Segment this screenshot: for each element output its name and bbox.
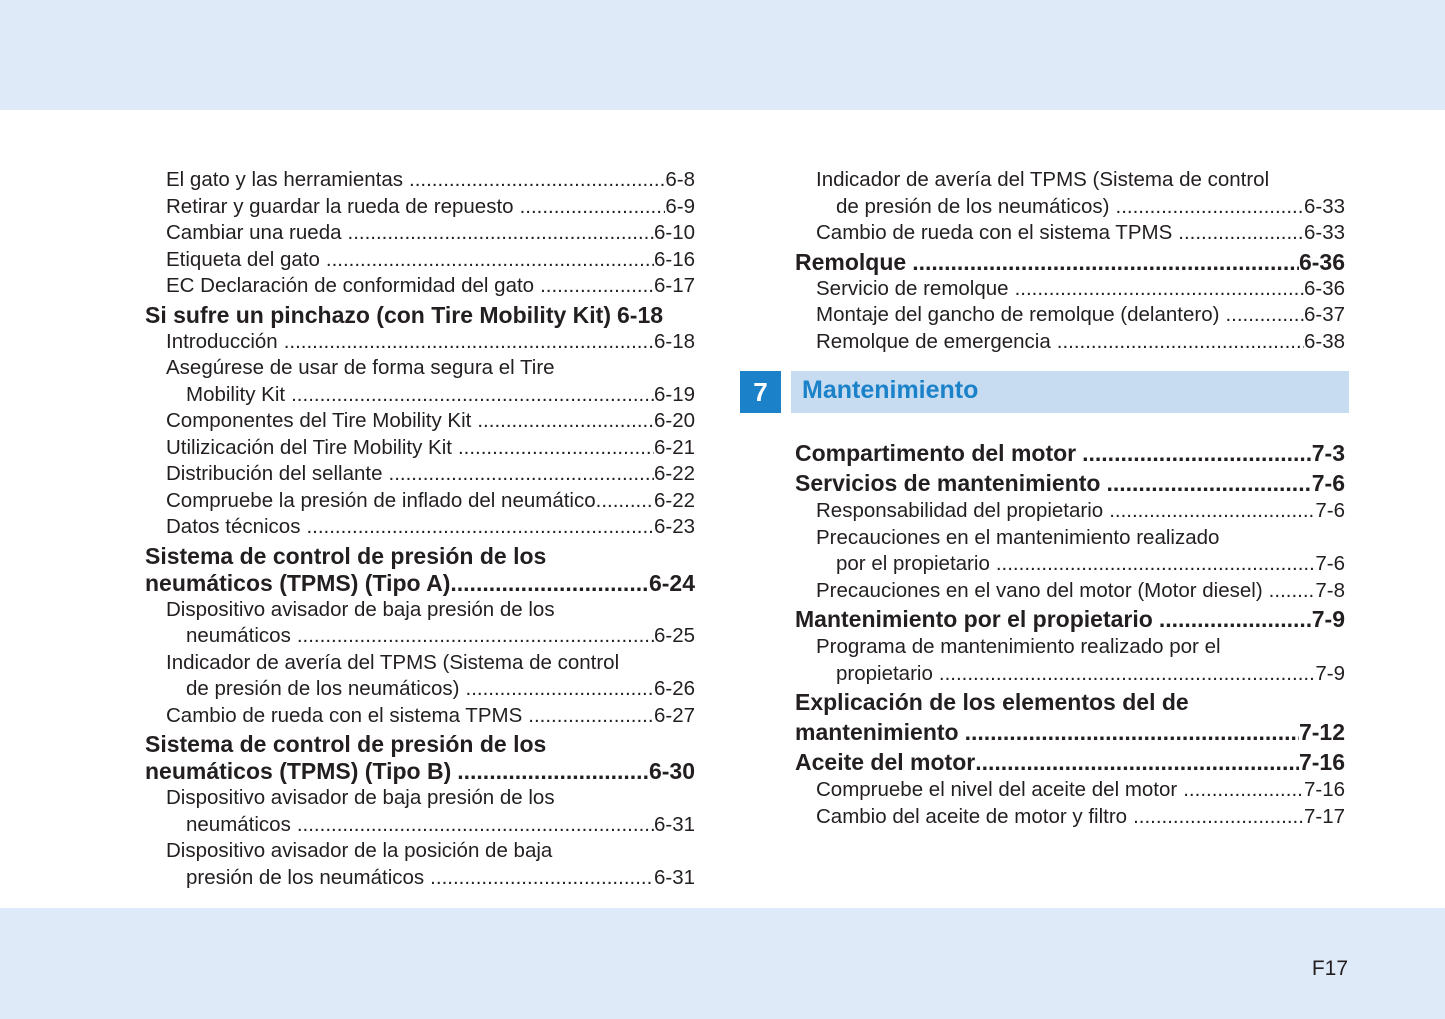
toc-entry[interactable]: Indicador de avería del TPMS (Sistema de control de presión de los neumáticos) ..... 6-33 [795, 167, 1345, 220]
toc-page-ref: 6-18 [617, 301, 664, 328]
page-number: F17 [1311, 957, 1348, 980]
toc-page-ref: 7-3 [1311, 440, 1345, 466]
toc-page-ref: 6-38 [1303, 329, 1345, 353]
toc-page-ref: 6-10 [653, 221, 695, 244]
toc-page-ref: 6-22 [653, 488, 695, 512]
toc-page-ref: 7-6 [1315, 499, 1345, 522]
toc-entry[interactable]: El gato y las herramientas ..... 6-8 [145, 167, 695, 194]
toc-entry[interactable]: Datos técnicos ..... 6-23 [145, 514, 695, 541]
toc-page-ref: 7-12 [1298, 719, 1345, 745]
toc-entry[interactable]: Cambiar una rueda ..... 6-10 [145, 220, 695, 247]
toc-page-ref: 6-16 [653, 247, 695, 271]
toc-entry[interactable]: Cambio del aceite de motor y filtro ..... 7-17 [795, 804, 1345, 831]
toc-page-ref: 7-9 [1311, 606, 1345, 632]
toc-entry[interactable]: Utilizicación del Tire Mobility Kit ..... 6-21 [145, 435, 695, 462]
toc-entry[interactable]: Dispositivo avisador de la posición de baja presión de los neumáticos ..... 6-31 [145, 838, 695, 891]
toc-page-ref: 6-9 [665, 194, 695, 218]
toc-entry[interactable]: Asegúrese de usar de forma segura el Tire Mobility Kit ..... 6-19 [145, 355, 695, 408]
toc-page-ref: 6-24 [648, 569, 695, 596]
chapter-title-bar [791, 371, 1349, 413]
toc-entry[interactable]: Componentes del Tire Mobility Kit ..... 6-20 [145, 408, 695, 435]
toc-entry[interactable]: Dispositivo avisador de baja presión de los neumáticos ..... 6-25 [145, 597, 695, 650]
toc-page-ref: 6-36 [1303, 276, 1345, 300]
header-band [0, 0, 1445, 110]
toc-page-ref: 6-18 [653, 329, 695, 353]
toc-page-ref: 7-17 [1303, 804, 1345, 828]
toc-page-ref: 6-19 [653, 382, 695, 406]
toc-page-ref: 7-16 [1303, 778, 1345, 801]
toc-page-ref: 6-33 [1303, 194, 1345, 218]
toc-entry[interactable]: Retirar y guardar la rueda de repuesto ..... 6-9 [145, 194, 695, 221]
toc-entry[interactable]: Programa de mantenimiento realizado por el propietario ..... 7-9 [795, 634, 1345, 687]
toc-left-column [145, 167, 695, 891]
toc-entry[interactable]: Dispositivo avisador de baja presión de los neumáticos ..... 6-31 [145, 785, 695, 838]
toc-entry[interactable]: EC Declaración de conformidad del gato ..... 6-17 [145, 273, 695, 300]
toc-page-ref: 6-17 [653, 274, 695, 297]
toc-page-ref: 6-30 [648, 758, 695, 784]
toc-page-ref: 6-25 [653, 624, 695, 647]
toc-page-ref: 6-21 [653, 435, 695, 459]
toc-entry[interactable]: Etiqueta del gato ..... 6-16 [145, 247, 695, 274]
toc-page-ref: 6-8 [665, 168, 695, 191]
toc-page-ref: 6-36 [1298, 248, 1345, 275]
toc-entry[interactable]: Montaje del gancho de remolque (delantero) ..... 6-37 [795, 302, 1345, 329]
toc-page-ref: 6-37 [1303, 303, 1345, 326]
toc-page-ref: 6-20 [653, 409, 695, 432]
toc-chapter7-list [795, 438, 1345, 830]
toc-entry[interactable]: Precauciones en el mantenimiento realizado por el propietario ..... 7-6 [795, 525, 1345, 578]
toc-section-heading[interactable]: Sistema de control de presión de los neumáticos (TPMS) (Tipo A) ..... 6-24 [145, 543, 695, 597]
toc-right-column [795, 167, 1345, 355]
toc-page-ref: 7-16 [1298, 749, 1345, 775]
toc-entry[interactable]: Cambio de rueda con el sistema TPMS ..... 6-27 [145, 703, 695, 730]
toc-section-heading[interactable]: Compartimento del motor ..... 7-3 [795, 438, 1345, 468]
toc-entry[interactable]: Compruebe el nivel del aceite del motor ..... 7-16 [795, 777, 1345, 804]
toc-section-heading[interactable]: Mantenimiento por el propietario ..... 7-9 [795, 604, 1345, 634]
toc-section-heading[interactable]: Aceite del motor ..... 7-16 [795, 747, 1345, 777]
toc-page-ref: 7-9 [1315, 661, 1345, 685]
toc-page-ref: 7-6 [1311, 470, 1345, 496]
toc-section-heading[interactable]: Remolque ..... 6-36 [795, 249, 1345, 276]
toc-entry[interactable]: Precauciones en el vano del motor (Motor diesel) ..... 7-8 [795, 578, 1345, 605]
toc-page-ref: 6-23 [653, 515, 695, 538]
toc-entry[interactable]: Responsabilidad del propietario ..... 7-6 [795, 498, 1345, 525]
chapter-title: Mantenimiento [802, 376, 979, 404]
toc-entry[interactable]: Cambio de rueda con el sistema TPMS ..... 6-33 [795, 220, 1345, 247]
toc-entry[interactable]: Remolque de emergencia ..... 6-38 [795, 329, 1345, 356]
toc-page-ref: 6-22 [653, 462, 695, 485]
toc-page-ref: 6-31 [653, 865, 695, 889]
toc-page-ref: 6-31 [653, 812, 695, 836]
toc-entry[interactable]: Compruebe la presión de inflado del neumático ..... 6-22 [145, 488, 695, 515]
toc-section-heading[interactable]: Servicios de mantenimiento ..... 7-6 [795, 468, 1345, 498]
toc-entry[interactable]: Indicador de avería del TPMS (Sistema de control de presión de los neumáticos) ..... 6-26 [145, 650, 695, 703]
toc-page-ref: 6-33 [1303, 221, 1345, 244]
chapter-header[interactable] [740, 371, 1349, 413]
chapter-number: 7 [740, 371, 781, 413]
footer-band [0, 908, 1445, 1019]
toc-page-ref: 6-26 [653, 677, 695, 700]
toc-page-ref: 7-8 [1315, 578, 1345, 602]
toc-page-ref: 7-6 [1315, 552, 1345, 575]
toc-section-heading[interactable]: Si sufre un pinchazo (con Tire Mobility Kit) 6-18 [145, 301, 664, 328]
toc-section-heading[interactable]: Explicación de los elementos del de mantenimiento ..... 7-12 [795, 687, 1345, 747]
toc-entry[interactable]: Servicio de remolque ..... 6-36 [795, 276, 1345, 303]
toc-entry[interactable]: Distribución del sellante ..... 6-22 [145, 461, 695, 488]
toc-entry[interactable]: Introducción ..... 6-18 [145, 329, 695, 356]
toc-section-heading[interactable]: Sistema de control de presión de los neumáticos (TPMS) (Tipo B) ..... 6-30 [145, 731, 695, 785]
toc-page-ref: 6-27 [653, 703, 695, 727]
